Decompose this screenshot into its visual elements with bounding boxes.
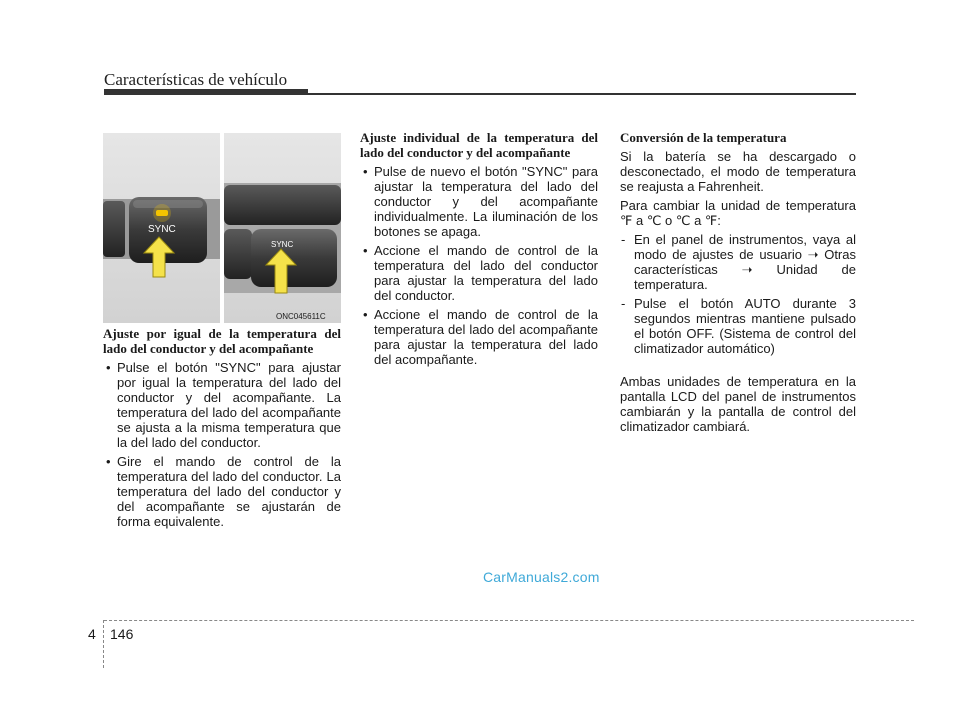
footer-rule [104,620,914,621]
paragraph: Si la batería se ha descargado o desconectado, el modo de temperatura se reajusta a Fahrenheit. [620,149,856,194]
list-item: - En el panel de instrumentos, vaya al modo de ajustes de usuario ➝ Otras características ➝ Unidad de temperatura. [620,232,856,292]
paragraph: Para cambiar la unidad de temperatura ℉ a ℃ o ℃ a ℉: [620,198,856,228]
footer-divider [103,620,104,668]
header-rule [104,93,856,95]
list-item: - Pulse el botón AUTO durante 3 segundos mientras mantiene pulsado el botón OFF. (Sistema de control del climatizador automático) [620,296,856,356]
bullet-list [360,164,598,367]
sync-button-right [251,229,337,287]
page-number: 146 [110,626,134,642]
list-item: • Pulse de nuevo el botón "SYNC" para ajustar la temperatura del lado del conductor y del acompañante individualmente. La iluminación de los botones se apaga. [360,164,598,239]
watermark[interactable]: CarManuals2.com [483,569,600,585]
section-heading: Conversión de la temperatura [620,130,787,145]
list-item: • Accione el mando de control de la temperatura del lado del conductor para ajustar la temperatura del lado del conductor. [360,243,598,303]
column-2 [360,130,598,371]
list-item: • Gire el mando de control de la temperatura del lado del conductor. La temperatura del lado del conductor y del acompañante se ajustarán de forma equivalente. [103,454,341,529]
chapter-number: 4 [88,626,96,642]
figure-code: ONC045611C [276,312,326,321]
header-title: Características de vehículo [104,70,288,89]
dash-list [620,232,856,356]
paragraph: Ambas unidades de temperatura en la pantalla LCD del panel de instrumentos cambiarán y la pantalla de control del climatizador cambiará. [620,374,856,434]
section-heading: Ajuste individual de la temperatura del lado del conductor y del acompañante [360,130,598,160]
column-1 [103,326,341,533]
sync-label-left: SYNC [148,224,176,235]
sync-label-right: SYNC [271,240,294,249]
bullet-list [103,360,341,529]
sync-button-figure [103,133,341,323]
section-heading: Ajuste por igual de la temperatura del lado del conductor y del acompañante [103,326,341,356]
list-item: • Accione el mando de control de la temperatura del lado del acompañante para ajustar la temperatura del lado del acompañante. [360,307,598,367]
list-item: • Pulse el botón "SYNC" para ajustar por igual la temperatura del lado del conductor y del acompañante. La temperatura del lado del acompañante se ajusta a la misma temperatura que la del lado del conductor. [103,360,341,450]
column-3 [620,130,856,438]
